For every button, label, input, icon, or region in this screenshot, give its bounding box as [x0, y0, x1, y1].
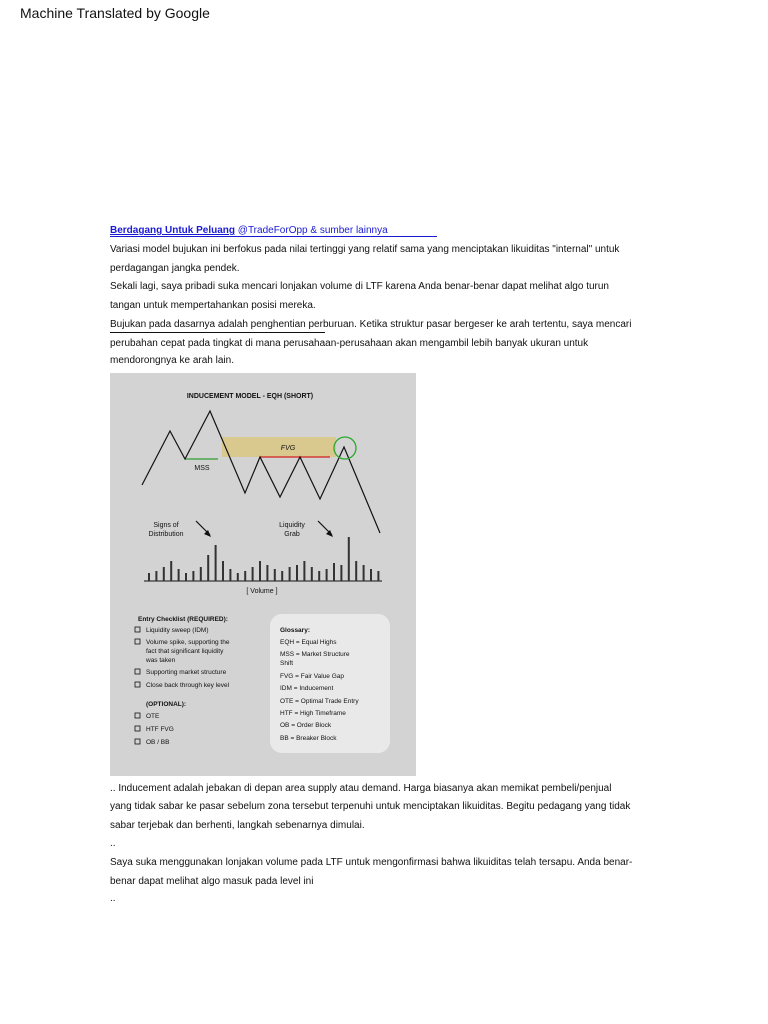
glossary-item-1: EQH = Equal Highs: [280, 639, 337, 646]
figure-title: INDUCEMENT MODEL - EQH (SHORT): [186, 393, 314, 400]
volume-bar: [377, 571, 379, 581]
volume-bars: [148, 537, 379, 581]
article-title-link[interactable]: Berdagang Untuk Peluang: [110, 225, 236, 236]
volume-bar: [348, 537, 350, 581]
checklist-item-4: Close back through key level: [146, 682, 230, 689]
grab-label-2: Grab: [284, 531, 300, 538]
volume-bar: [296, 565, 298, 581]
volume-bar: [311, 567, 313, 581]
volume-bar: [333, 563, 335, 581]
volume-bar: [192, 571, 194, 581]
inducement-model-figure: [110, 373, 416, 776]
volume-bar: [237, 573, 239, 581]
volume-bar: [148, 573, 150, 581]
volume-bar: [170, 561, 172, 581]
volume-bar: [318, 571, 320, 581]
glossary-title: Glossary:: [280, 627, 310, 634]
volume-bar: [207, 555, 209, 581]
glossary-item-8: BB = Breaker Block: [280, 735, 337, 742]
volume-bar: [340, 565, 342, 581]
glossary-item-7: OB = Order Block: [280, 722, 332, 729]
volume-bar: [303, 561, 305, 581]
author-link[interactable]: @TradeForOpp & sumber lainnya: [237, 225, 388, 236]
separator-2: ..: [110, 893, 116, 904]
checklist-item-1: Liquidity sweep (IDM): [146, 627, 209, 634]
volume-bar: [229, 569, 231, 581]
volume-bar: [222, 561, 224, 581]
optional-title: (OPTIONAL):: [146, 701, 187, 708]
paragraph-2-line-2: tangan untuk mempertahankan posisi mereka.: [110, 300, 316, 311]
checkbox-2: [135, 639, 140, 644]
title-underline: [110, 236, 437, 237]
volume-bar: [266, 565, 268, 581]
signs-arrow-head: [204, 530, 211, 537]
glossary-item-5: OTE = Optimal Trade Entry: [280, 698, 359, 705]
paragraph-4-line-3: sabar terjebak dan berhenti, langkah sebenarnya dimulai.: [110, 820, 365, 831]
checkbox-7: [135, 739, 140, 744]
checklist-item-2c: was taken: [146, 657, 176, 664]
optional-item-1: OTE: [146, 713, 160, 720]
grab-arrow-head: [326, 530, 333, 537]
volume-bar: [163, 567, 165, 581]
volume-bar: [355, 561, 357, 581]
fvg-zone: [222, 437, 336, 457]
volume-bar: [178, 569, 180, 581]
checklist-item-3: Supporting market structure: [146, 669, 227, 676]
checkbox-5: [135, 713, 140, 718]
paragraph-3-underline: [110, 332, 325, 333]
volume-bar: [200, 567, 202, 581]
volume-bar: [281, 571, 283, 581]
fvg-label: FVG: [280, 445, 296, 452]
paragraph-3-line-1: Bujukan pada dasarnya adalah penghentian perburuan. Ketika struktur pasar bergeser ke arah tertentu, saya mencari: [110, 319, 632, 330]
volume-bar: [274, 569, 276, 581]
volume-bar: [185, 573, 187, 581]
paragraph-3-line-3: mendorongnya ke arah lain.: [110, 355, 234, 366]
glossary-item-2: MSS = Market Structure: [280, 651, 350, 658]
paragraph-5-line-1: Saya suka menggunakan lonjakan volume pada LTF untuk mengonfirmasi bahwa likuiditas telah tersapu. Anda benar-: [110, 857, 633, 868]
paragraph-3-line-2: perubahan cepat pada tingkat di mana perusahaan-perusahaan akan mengambil lebih banyak ukuran untuk: [110, 338, 589, 349]
optional-item-3: OB / BB: [146, 739, 170, 746]
glossary-item-4: IDM = Inducement: [280, 685, 334, 692]
machine-translated-banner: Machine Translated by Google: [20, 5, 210, 21]
volume-bar: [363, 565, 365, 581]
checkbox-1: [135, 627, 140, 632]
glossary-item-3: FVG = Fair Value Gap: [280, 673, 345, 680]
checklist-item-2b: fact that significant liquidity: [146, 648, 224, 655]
paragraph-2-line-1: Sekali lagi, saya pribadi suka mencari lonjakan volume di LTF karena Anda benar-benar dapat melihat algo turun: [110, 281, 609, 292]
volume-bar: [326, 569, 328, 581]
volume-bar: [370, 569, 372, 581]
signs-label-2: Distribution: [148, 531, 184, 538]
inducement-diagram: [110, 373, 416, 776]
checkbox-6: [135, 726, 140, 731]
volume-bar: [215, 545, 217, 581]
volume-bar: [259, 561, 261, 581]
checkbox-3: [135, 669, 140, 674]
optional-item-2: HTF FVG: [146, 726, 174, 733]
price-path: [142, 411, 380, 533]
checklist-title: Entry Checklist (REQUIRED):: [138, 616, 228, 623]
separator-1: ..: [110, 838, 116, 849]
volume-bar: [244, 571, 246, 581]
volume-bar: [155, 571, 157, 581]
glossary-item-2b: Shift: [280, 660, 294, 667]
volume-bar: [289, 567, 291, 581]
paragraph-1-line-1: Variasi model bujukan ini berfokus pada nilai tertinggi yang relatif sama yang menciptakan likuiditas "internal" untuk: [110, 244, 620, 255]
glossary-item-6: HTF = High Timeframe: [280, 710, 346, 717]
glossary-box: [270, 614, 390, 753]
volume-label: [ Volume ]: [246, 588, 278, 595]
paragraph-1-line-2: perdagangan jangka pendek.: [110, 263, 240, 274]
mss-label: MSS: [194, 465, 210, 472]
volume-bar: [252, 567, 254, 581]
paragraph-5-line-2: benar dapat melihat algo masuk pada level ini: [110, 876, 314, 887]
grab-label-1: Liquidity: [279, 522, 305, 529]
paragraph-4-line-2: yang tidak sabar ke pasar sebelum zona tersebut terpenuhi untuk menciptakan likuiditas. Begitu pedagang yang tidak: [110, 801, 631, 812]
paragraph-4-line-1: .. Inducement adalah jebakan di depan area supply atau demand. Harga biasanya akan memikat pembeli/penjual: [110, 783, 612, 794]
checkbox-4: [135, 682, 140, 687]
signs-label-1: Signs of: [153, 522, 179, 529]
checklist-item-2: Volume spike, supporting the: [146, 639, 230, 646]
